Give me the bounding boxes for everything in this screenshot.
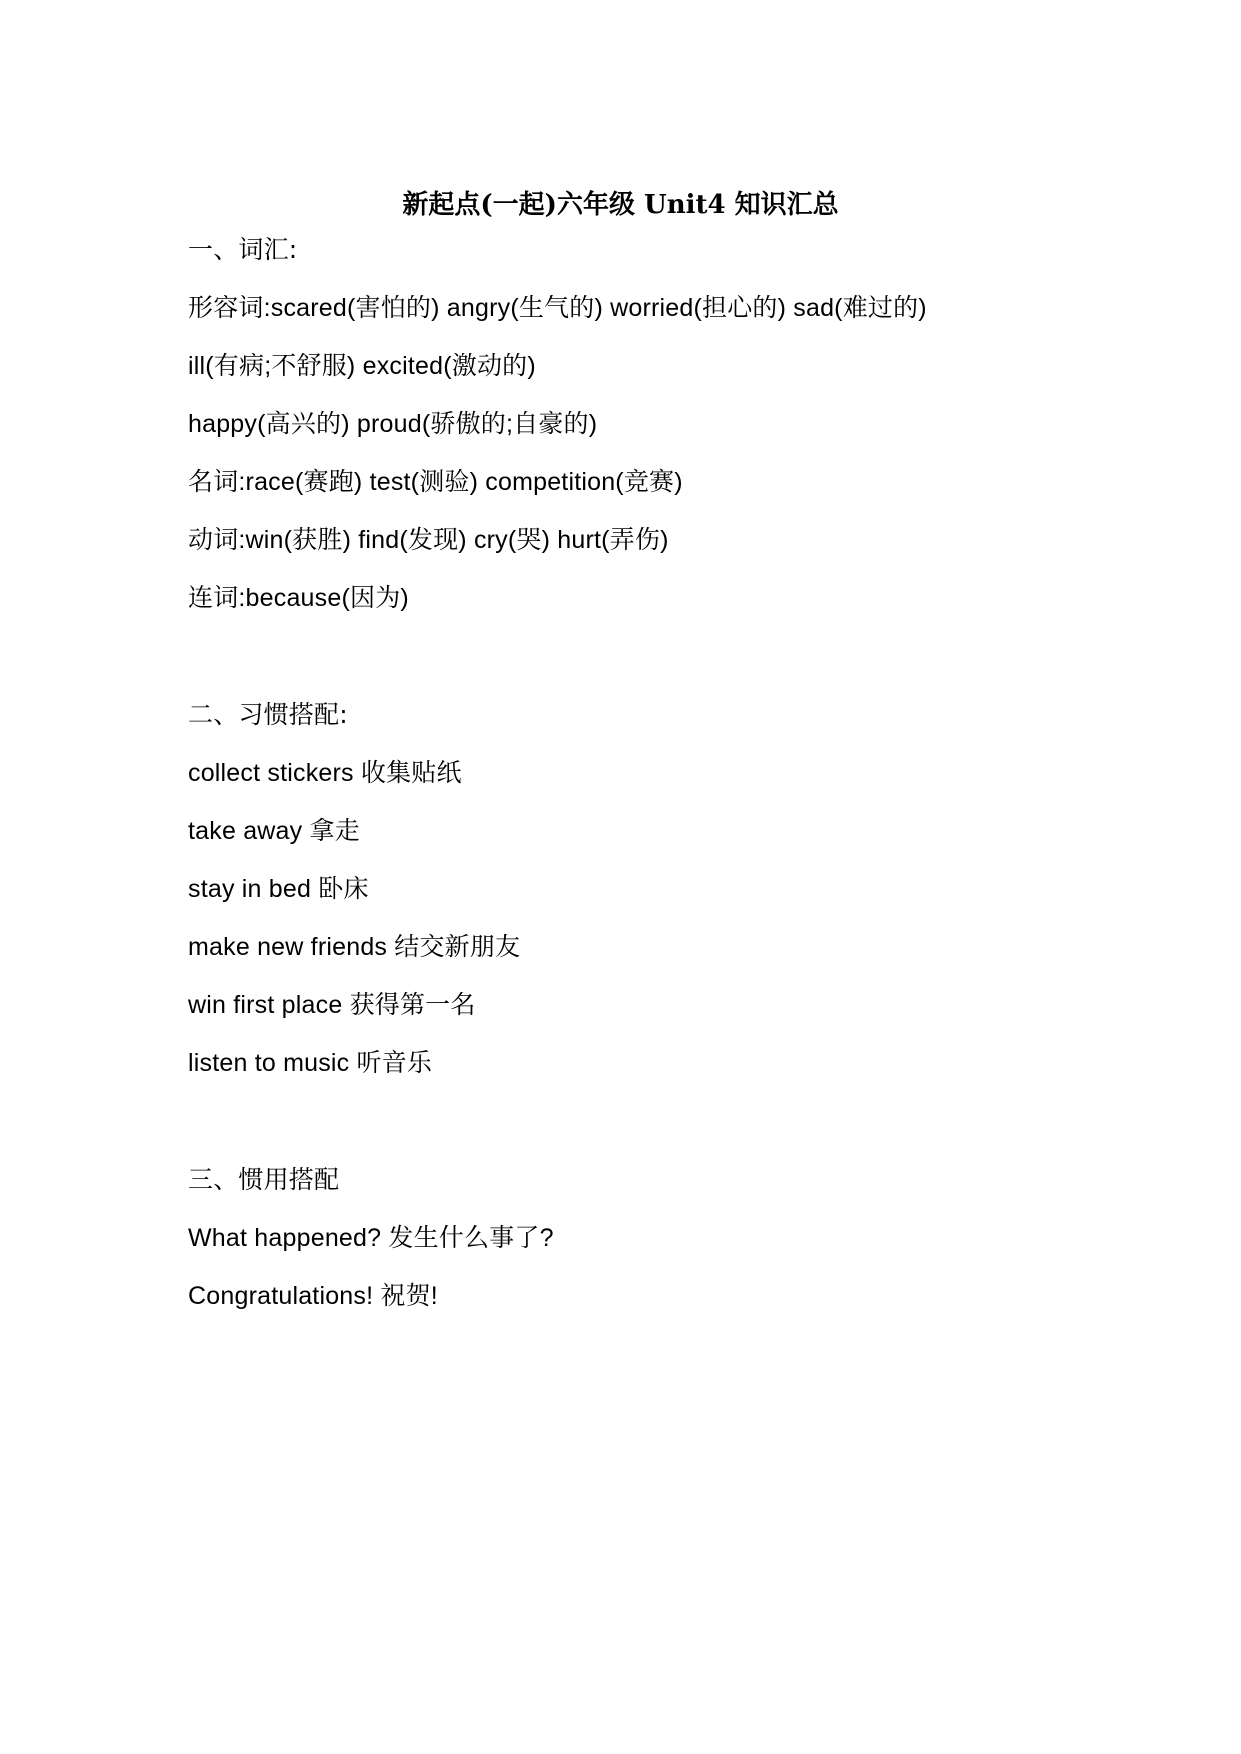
vocab-line-conjunctions: 连词:because(因为) [188,584,409,612]
vocab-line-adjectives-3: happy(高兴的) proud(骄傲的;自豪的) [188,410,598,438]
collocation-item: take away 拿走 [188,817,360,845]
expression-item: What happened? 发生什么事了? [188,1224,554,1252]
section-heading-collocations: 二、习惯搭配: [188,700,348,729]
collocation-item: win first place 获得第一名 [188,991,476,1019]
vocab-line-adjectives: 形容词:scared(害怕的) angry(生气的) worried(担心的) sad(难过的) [188,294,927,322]
vocab-line-adjectives-2: ill(有病;不舒服) excited(激动的) [188,352,536,380]
vocab-line-nouns: 名词:race(赛跑) test(测验) competition(竞赛) [188,468,683,496]
section-heading-vocabulary: 一、词汇: [188,235,298,264]
collocation-item: listen to music 听音乐 [188,1049,433,1077]
collocation-item: collect stickers 收集贴纸 [188,759,462,787]
collocation-item: stay in bed 卧床 [188,875,369,903]
document-title: 新起点(一起)六年级 Unit4 知识汇总 [402,190,839,220]
collocation-item: make new friends 结交新朋友 [188,933,521,961]
section-heading-expressions: 三、惯用搭配 [188,1165,340,1194]
vocab-line-verbs: 动词:win(获胜) find(发现) cry(哭) hurt(弄伤) [188,526,669,554]
expression-item: Congratulations! 祝贺! [188,1282,438,1310]
